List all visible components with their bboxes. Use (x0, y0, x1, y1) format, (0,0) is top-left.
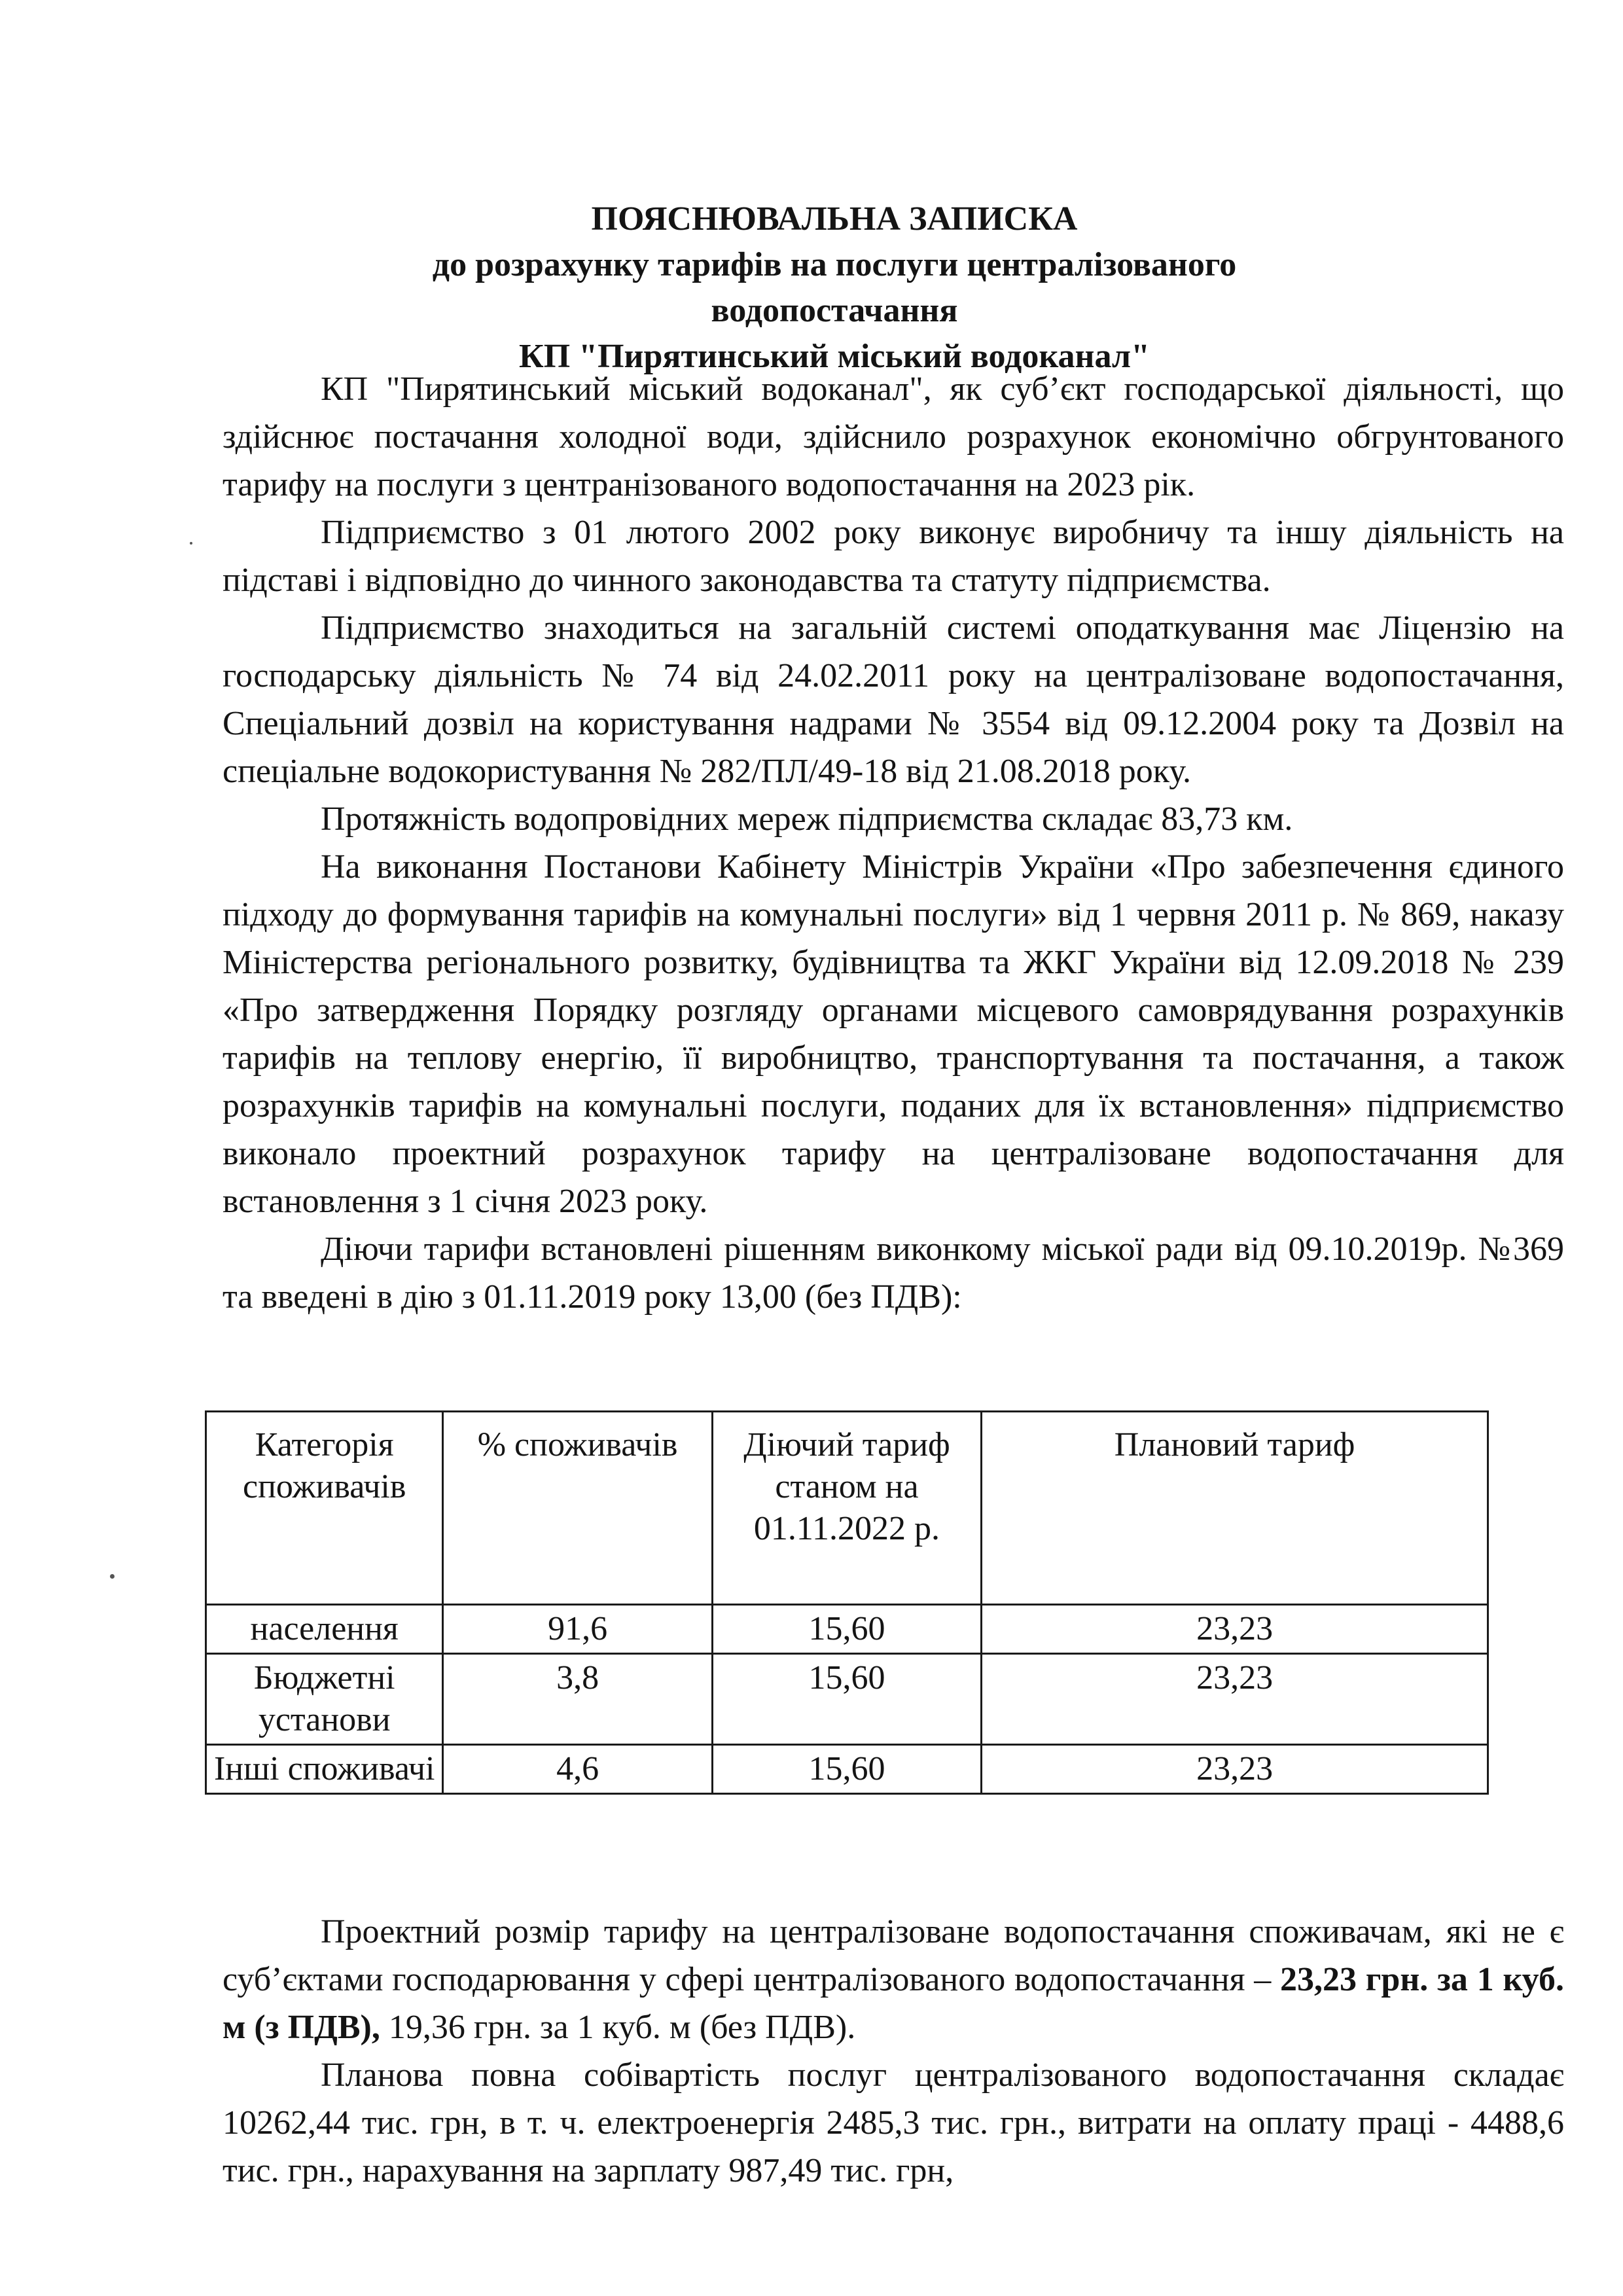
paragraph-planned-cost: Планова повна собівартість послуг централізованого водопостачання складає 10262,44 тис. грн, в т. ч. електроенергія 2485,3 тис. грн., витрати на оплату праці - 4488,6 тис. грн., нарахування на зарплату 987,49 тис. грн, (223, 2056, 1564, 2189)
table-row (206, 1745, 1488, 1794)
cell-current-tariff: 15,60 (712, 1745, 981, 1794)
scan-speck (110, 1574, 115, 1579)
intro-paragraphs (223, 365, 1564, 1321)
cell-category: Бюджетні установи (206, 1654, 443, 1745)
header-planned-tariff: Плановий тариф (982, 1412, 1488, 1605)
header-category: Категорія споживачів (206, 1412, 443, 1605)
cell-current-tariff: 15,60 (712, 1605, 981, 1654)
paragraph-licenses: Підприємство знаходиться на загальній системі оподаткування має Ліцензію на господарську діяльність № 74 від 24.02.2011 року на централізоване водопостачання, Спеціальний дозвіл на користування надрами № 3554 від 09.12.2004 року та Дозвіл на спеціальне водокористування № 282/ПЛ/49-18 від 21.08.2018 року. (223, 609, 1564, 790)
cell-category: Інші споживачі (206, 1745, 443, 1794)
table-row (206, 1654, 1488, 1745)
document-subtitle-line2: КП "Пирятинський міський водоканал" (519, 338, 1150, 375)
paragraph-legal-basis: На виконання Постанови Кабінету Міністрів України «Про забезпечення єдиного підходу до формування тарифів на комунальні послуги» від 1 червня 2011 р. № 869, наказу Міністерства регіонального розвитку, будівництва та ЖКГ України від 12.09.2018 № 239 «Про затвердження Порядку розгляду органами місцевого самоврядування розрахунків тарифів на теплову енергію, її виробництво, транспортування та постачання, а також розрахунків тарифів на комунальні послуги, поданих для їх встановлення» підприємство виконало проектний розрахунок тарифу на централізоване водопостачання для встановлення з 1 січня 2023 року. (223, 848, 1564, 1220)
paragraph-company-intro: КП "Пирятинський міський водоканал", як суб’єкт господарської діяльності, що здійснює постачання холодної води, здійснило розрахунок економічно обгрунтованого тарифу на послуги з центранізованого водопостачання на 2023 рік. (223, 370, 1564, 503)
tariff-table (205, 1410, 1489, 1795)
paragraph-projected-tariff (223, 1908, 1564, 2051)
projected-tariff-text-end: 19,36 грн. за 1 куб. м (без ПДВ). (380, 2009, 856, 2046)
cell-planned-tariff: 23,23 (982, 1745, 1488, 1794)
document-title: ПОЯСНЮВАЛЬНА ЗАПИСКА (591, 200, 1078, 238)
cell-planned-tariff: 23,23 (982, 1654, 1488, 1745)
document-subtitle-line1: до розрахунку тарифів на послуги централізованого водопостачання (432, 246, 1237, 329)
cell-percent: 3,8 (443, 1654, 712, 1745)
paragraph-network-length: Протяжність водопровідних мереж підприємства складає 83,73 км. (321, 800, 1293, 838)
cell-planned-tariff: 23,23 (982, 1605, 1488, 1654)
header-percent: % споживачів (443, 1412, 712, 1605)
table-header-row (206, 1412, 1488, 1605)
header-current-tariff: Діючий тариф станом на 01.11.2022 р. (712, 1412, 981, 1605)
scan-speck (190, 542, 192, 545)
paragraph-current-tariffs: Діючи тарифи встановлені рішенням виконкому міської ради від 09.10.2019р. №369 та введені в дію з 01.11.2019 року 13,00 (без ПДВ): (223, 1230, 1564, 1316)
closing-paragraphs (223, 1908, 1564, 2195)
projected-tariff-bold: 23,23 грн. за 1 куб. м (з ПДВ), (223, 1961, 1564, 2046)
paragraph-activity: Підприємство з 01 лютого 2002 року виконує виробничу та іншу діяльність на підставі і відповідно до чинного законодавства та статуту підприємства. (223, 514, 1564, 599)
cell-category: населення (206, 1605, 443, 1654)
cell-current-tariff: 15,60 (712, 1654, 981, 1745)
table-row (206, 1605, 1488, 1654)
cell-percent: 91,6 (443, 1605, 712, 1654)
document-header (327, 196, 1342, 380)
projected-tariff-text-start: Проектний розмір тарифу на централізоване водопостачання споживачам, які не є суб’єктами господарювання у сфері централізованого водопостачання – (223, 1913, 1564, 1998)
cell-percent: 4,6 (443, 1745, 712, 1794)
